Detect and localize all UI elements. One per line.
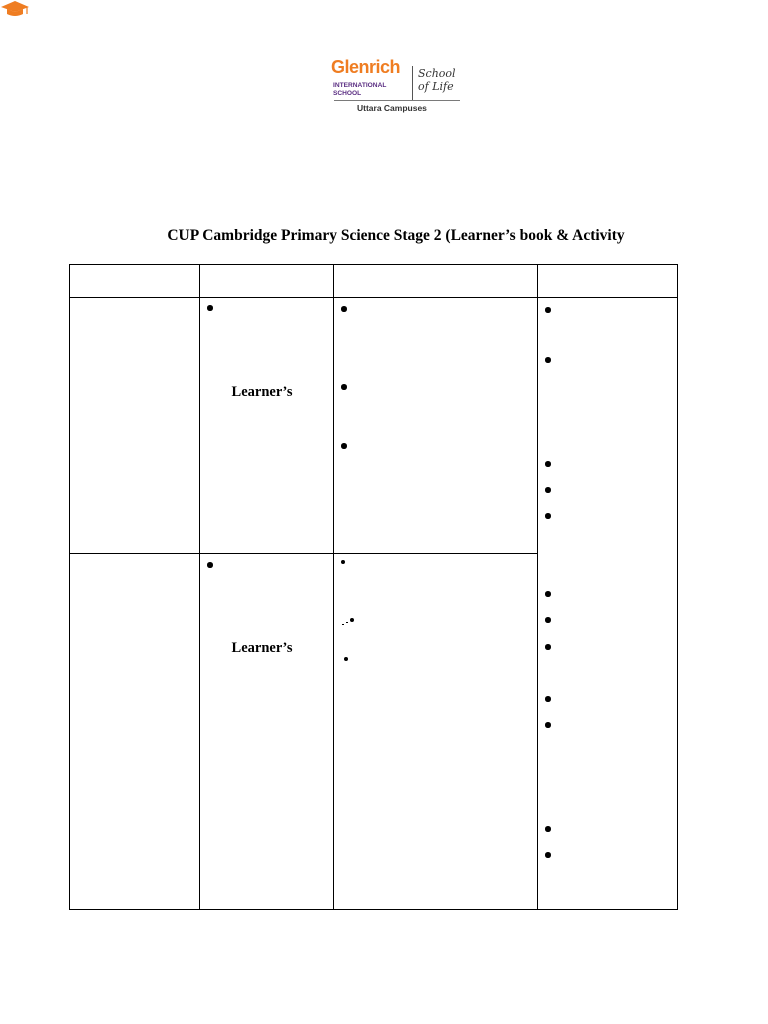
- list-bullet: [545, 487, 551, 493]
- table-header-divider: [69, 297, 678, 298]
- list-bullet: [341, 306, 347, 312]
- list-bullet: [545, 696, 551, 702]
- table-border-left: [69, 264, 70, 910]
- list-bullet: [344, 657, 348, 661]
- logo-tagline: School of Life: [418, 67, 456, 93]
- logo-brand-name: Glenrich: [331, 57, 401, 77]
- logo-subtitle: INTERNATIONAL SCHOOL: [333, 82, 387, 97]
- table-border-right: [677, 264, 678, 910]
- list-bullet: [207, 305, 213, 311]
- list-bullet: [341, 443, 347, 449]
- list-bullet: [545, 826, 551, 832]
- table-col-divider-3: [537, 264, 538, 910]
- list-bullet: [545, 307, 551, 313]
- list-bullet: [545, 722, 551, 728]
- list-bullet: [341, 384, 347, 390]
- table-row-divider: [69, 553, 538, 554]
- list-bullet: [350, 618, 354, 622]
- list-bullet: [545, 357, 551, 363]
- list-bullet: [207, 562, 213, 568]
- list-bullet: [545, 617, 551, 623]
- list-bullet: [341, 560, 345, 564]
- list-bullet: [545, 591, 551, 597]
- table-col-divider-1: [199, 264, 200, 910]
- row1-col2-label: Learner’s: [231, 384, 293, 400]
- list-bullet: [545, 852, 551, 858]
- list-bullet: [545, 461, 551, 467]
- table-border-bottom: [69, 909, 678, 910]
- document-title: CUP Cambridge Primary Science Stage 2 (Learner’s book & Activity: [167, 227, 625, 244]
- row2-col2-label: Learner’s: [231, 640, 293, 656]
- logo-campus: Uttara Campuses: [357, 103, 427, 113]
- list-bullet: [545, 644, 551, 650]
- table-col-divider-2: [333, 264, 334, 910]
- table-border-top: [69, 264, 678, 265]
- list-bullet: [545, 513, 551, 519]
- stray-mark: [342, 624, 344, 625]
- stray-mark: [346, 622, 348, 623]
